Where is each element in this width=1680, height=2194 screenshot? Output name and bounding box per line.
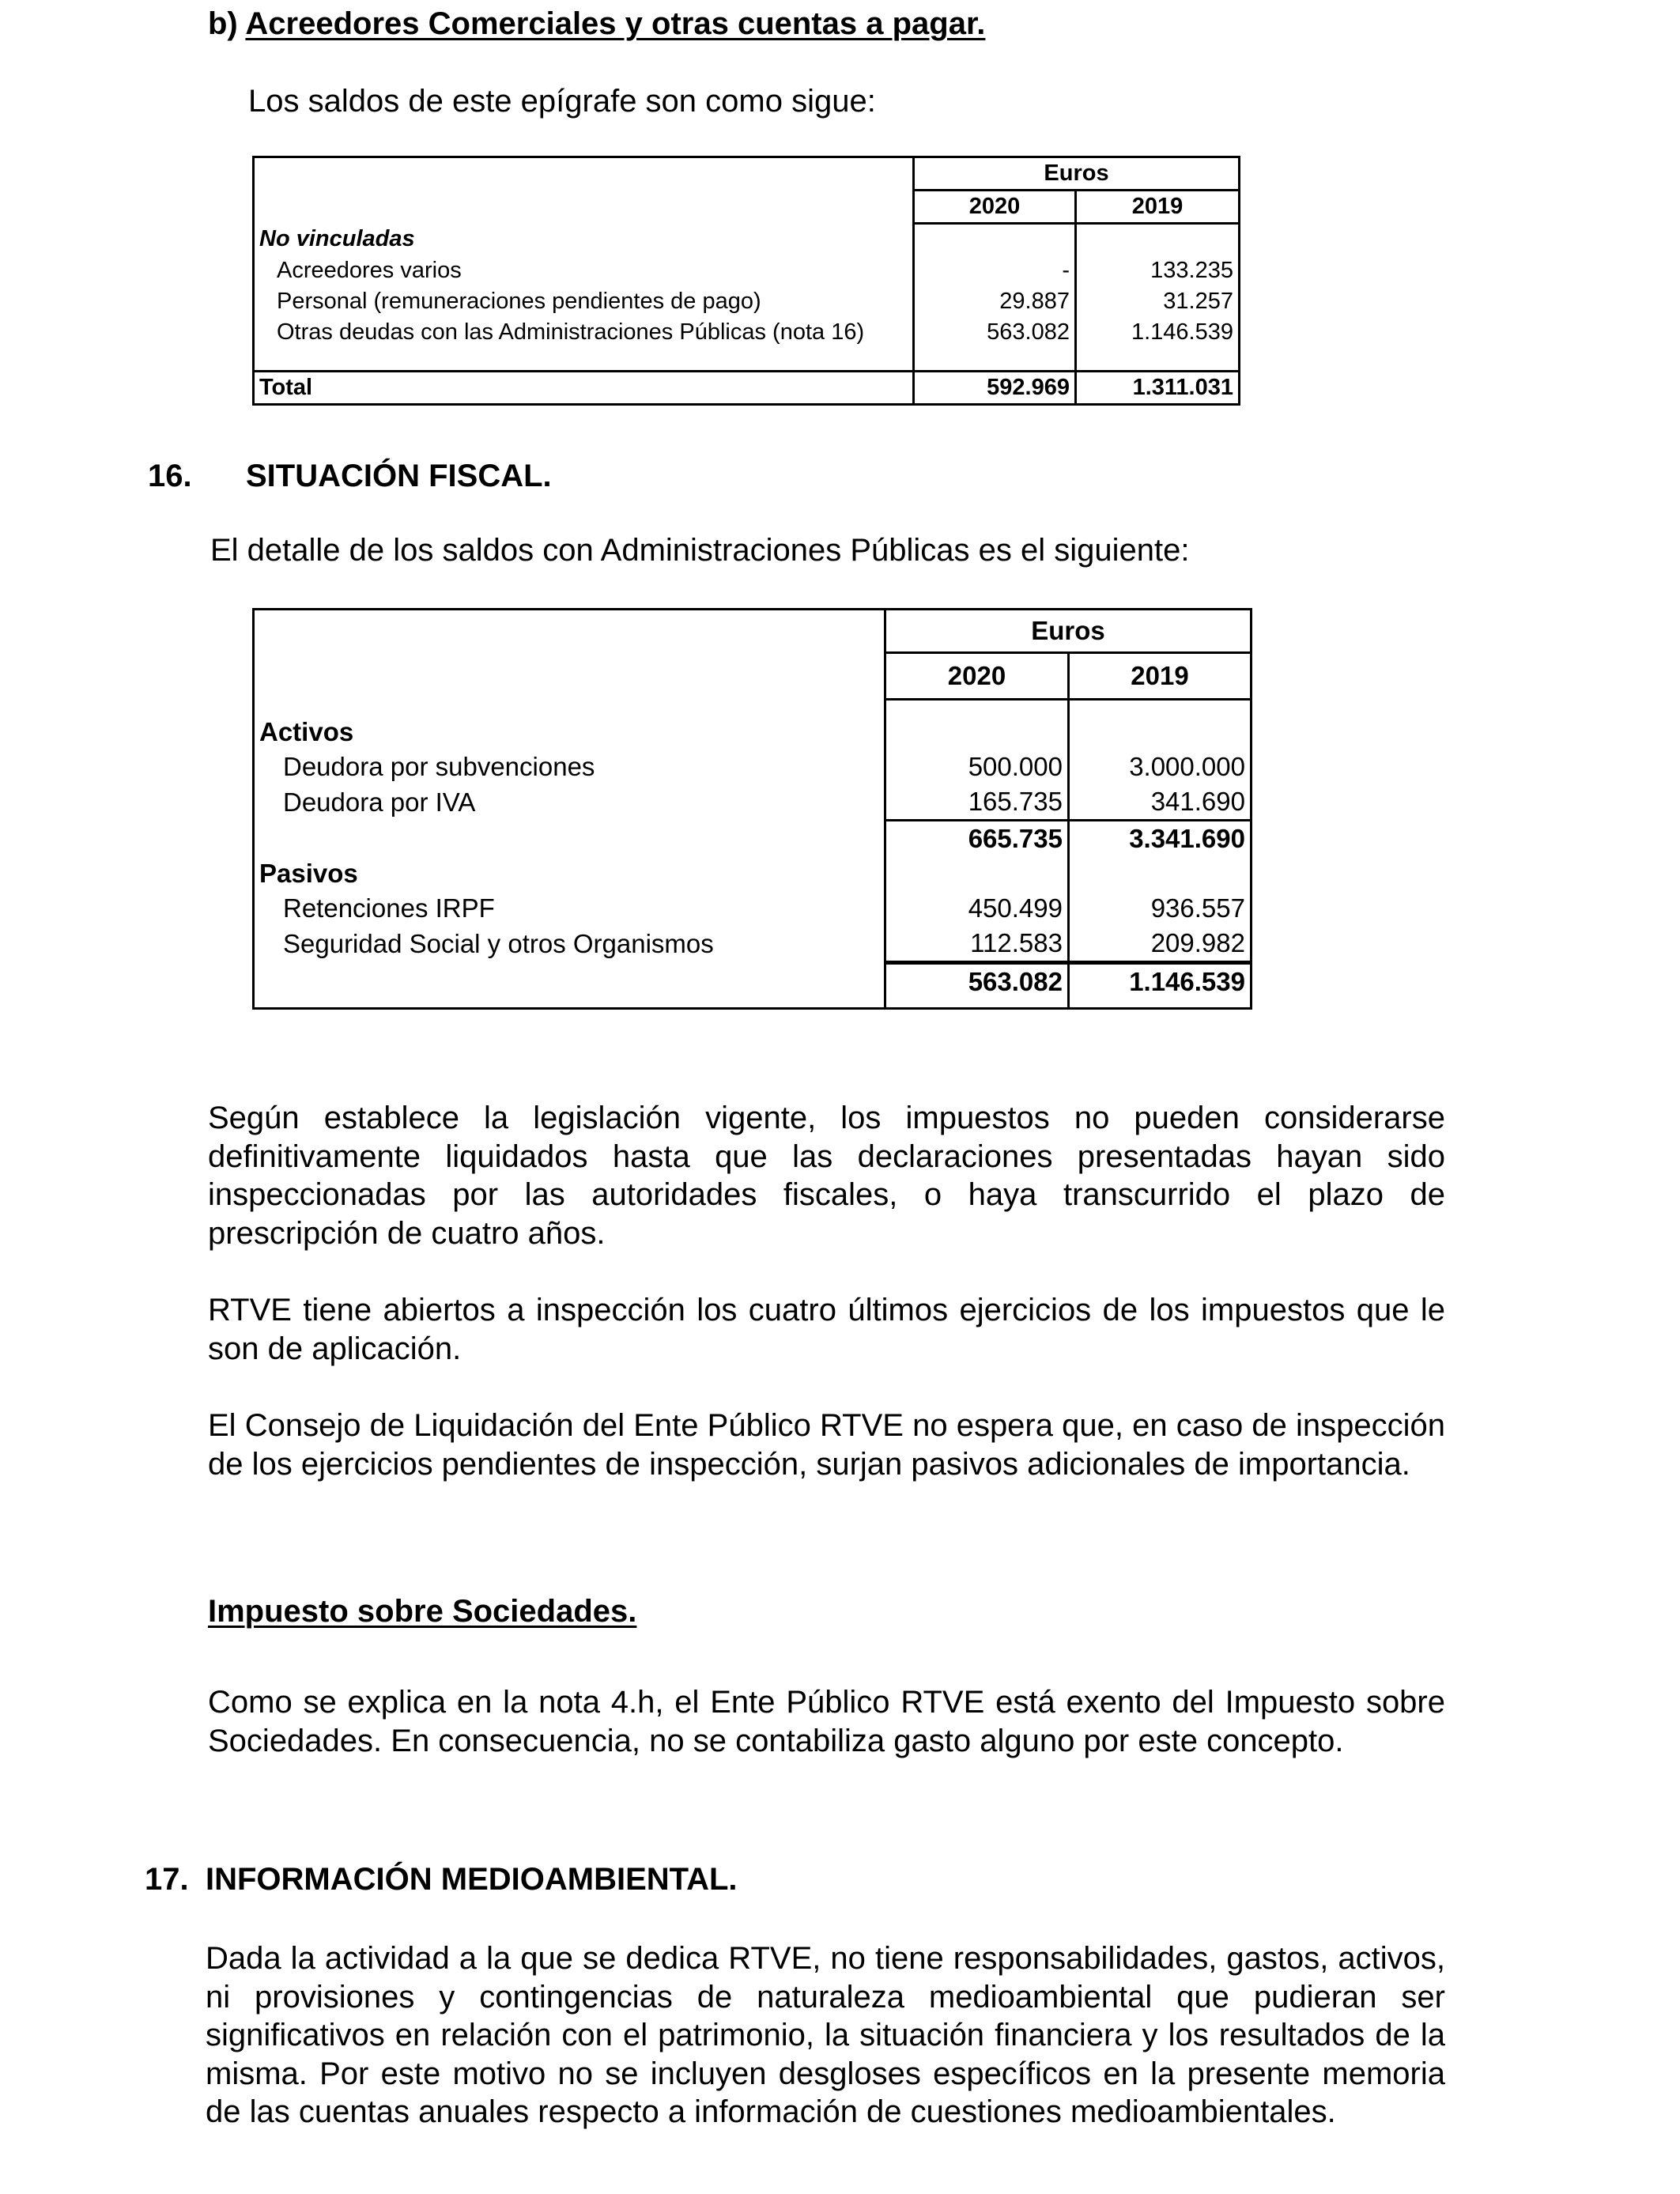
section-16-title: SITUACIÓN FISCAL. bbox=[246, 459, 552, 493]
section-17-number: 17. bbox=[145, 1862, 189, 1897]
paragraph-liquidation-council: El Consejo de Liquidación del Ente Público RTVE no espera que, en caso de inspección de los ejercicios pendientes de inspección, surjan pasivos adicionales de importancia. bbox=[208, 1408, 1445, 1482]
table1-group-label: No vinculadas bbox=[254, 224, 914, 256]
table2-corner bbox=[254, 610, 885, 700]
table2-liabilities-total-row bbox=[254, 963, 1252, 1009]
table2-liabilities-total-2020: 563.082 bbox=[885, 963, 1069, 1009]
table1-total-row bbox=[254, 372, 1240, 405]
environmental-paragraph: Dada la actividad a la que se dedica RTVE, no tiene responsabilidades, gastos, activos, ni provisiones y contingencias de naturaleza medioambiental que pudieran ser significativos en relación con el patrimonio, la situación financiera y los resultados de la misma. Por este motivo no se incluyen desgloses específicos en la presente memoria de las cuentas anuales respecto a información de cuestiones medioambientales. bbox=[206, 1941, 1445, 2129]
table2-liabilities-label: Pasivos bbox=[254, 856, 885, 891]
creditors-table bbox=[252, 156, 1240, 406]
section-b-heading bbox=[208, 6, 985, 42]
section-b-prefix: b) bbox=[208, 6, 238, 41]
section-16-heading bbox=[148, 459, 192, 494]
section-17-title: INFORMACIÓN MEDIOAMBIENTAL. bbox=[206, 1862, 738, 1897]
table2-year-2019: 2019 bbox=[1069, 653, 1252, 700]
table2-assets-total-2020: 665.735 bbox=[885, 821, 1069, 857]
table2-year-2020: 2020 bbox=[885, 653, 1069, 700]
table1-currency-header: Euros bbox=[914, 157, 1240, 191]
table-row: Deudora por subvenciones 500.000 3.000.000 bbox=[254, 750, 1252, 784]
section-b-intro: Los saldos de este epígrafe son como sigue: bbox=[248, 84, 876, 119]
table2-assets-total-row bbox=[254, 821, 1252, 857]
table-row: Acreedores varios - 133.235 bbox=[254, 255, 1240, 286]
table-row: Seguridad Social y otros Organismos 112.583 209.982 bbox=[254, 926, 1252, 963]
table1-total-2019: 1.311.031 bbox=[1076, 372, 1240, 405]
table1-total-label: Total bbox=[254, 372, 914, 405]
corporate-tax-paragraph: Como se explica en la nota 4.h, el Ente Público RTVE está exento del Impuesto sobre Sociedades. En consecuencia, no se contabiliza gasto alguno por este concepto. bbox=[208, 1685, 1445, 1758]
public-administrations-table bbox=[252, 608, 1252, 1010]
table1-year-2019: 2019 bbox=[1076, 191, 1240, 224]
table-row: Otras deudas con las Administraciones Públicas (nota 16) 563.082 1.146.539 bbox=[254, 317, 1240, 348]
section-17-heading bbox=[145, 1862, 189, 1898]
table2-liabilities-total-2019: 1.146.539 bbox=[1069, 963, 1252, 1009]
table2-currency-header: Euros bbox=[885, 610, 1252, 653]
table-row: Personal (remuneraciones pendientes de pago) 29.887 31.257 bbox=[254, 286, 1240, 317]
table-row: Deudora por IVA 165.735 341.690 bbox=[254, 784, 1252, 821]
table2-assets-total-2019: 3.341.690 bbox=[1069, 821, 1252, 857]
table1-corner bbox=[254, 157, 914, 224]
section-b-title: Acreedores Comerciales y otras cuentas a pagar. bbox=[245, 6, 986, 41]
table2-assets-label: Activos bbox=[254, 715, 885, 750]
paragraph-inspection: RTVE tiene abiertos a inspección los cuatro últimos ejercicios de los impuestos que le son de aplicación. bbox=[208, 1293, 1445, 1366]
section-16-number: 16. bbox=[148, 459, 192, 493]
section-16-intro: El detalle de los saldos con Administraciones Públicas es el siguiente: bbox=[210, 533, 1190, 568]
paragraph-prescription: Según establece la legislación vigente, los impuestos no pueden considerarse definitivamente liquidados hasta que las declaraciones presentadas hayan sido inspeccionadas por las autoridades fiscales, o haya transcurrido el plazo de prescripción de cuatro años. bbox=[208, 1101, 1445, 1251]
table1-year-2020: 2020 bbox=[914, 191, 1076, 224]
corporate-tax-title: Impuesto sobre Sociedades. bbox=[208, 1594, 637, 1629]
table-row: Retenciones IRPF 450.499 936.557 bbox=[254, 891, 1252, 926]
table1-total-2020: 592.969 bbox=[914, 372, 1076, 405]
